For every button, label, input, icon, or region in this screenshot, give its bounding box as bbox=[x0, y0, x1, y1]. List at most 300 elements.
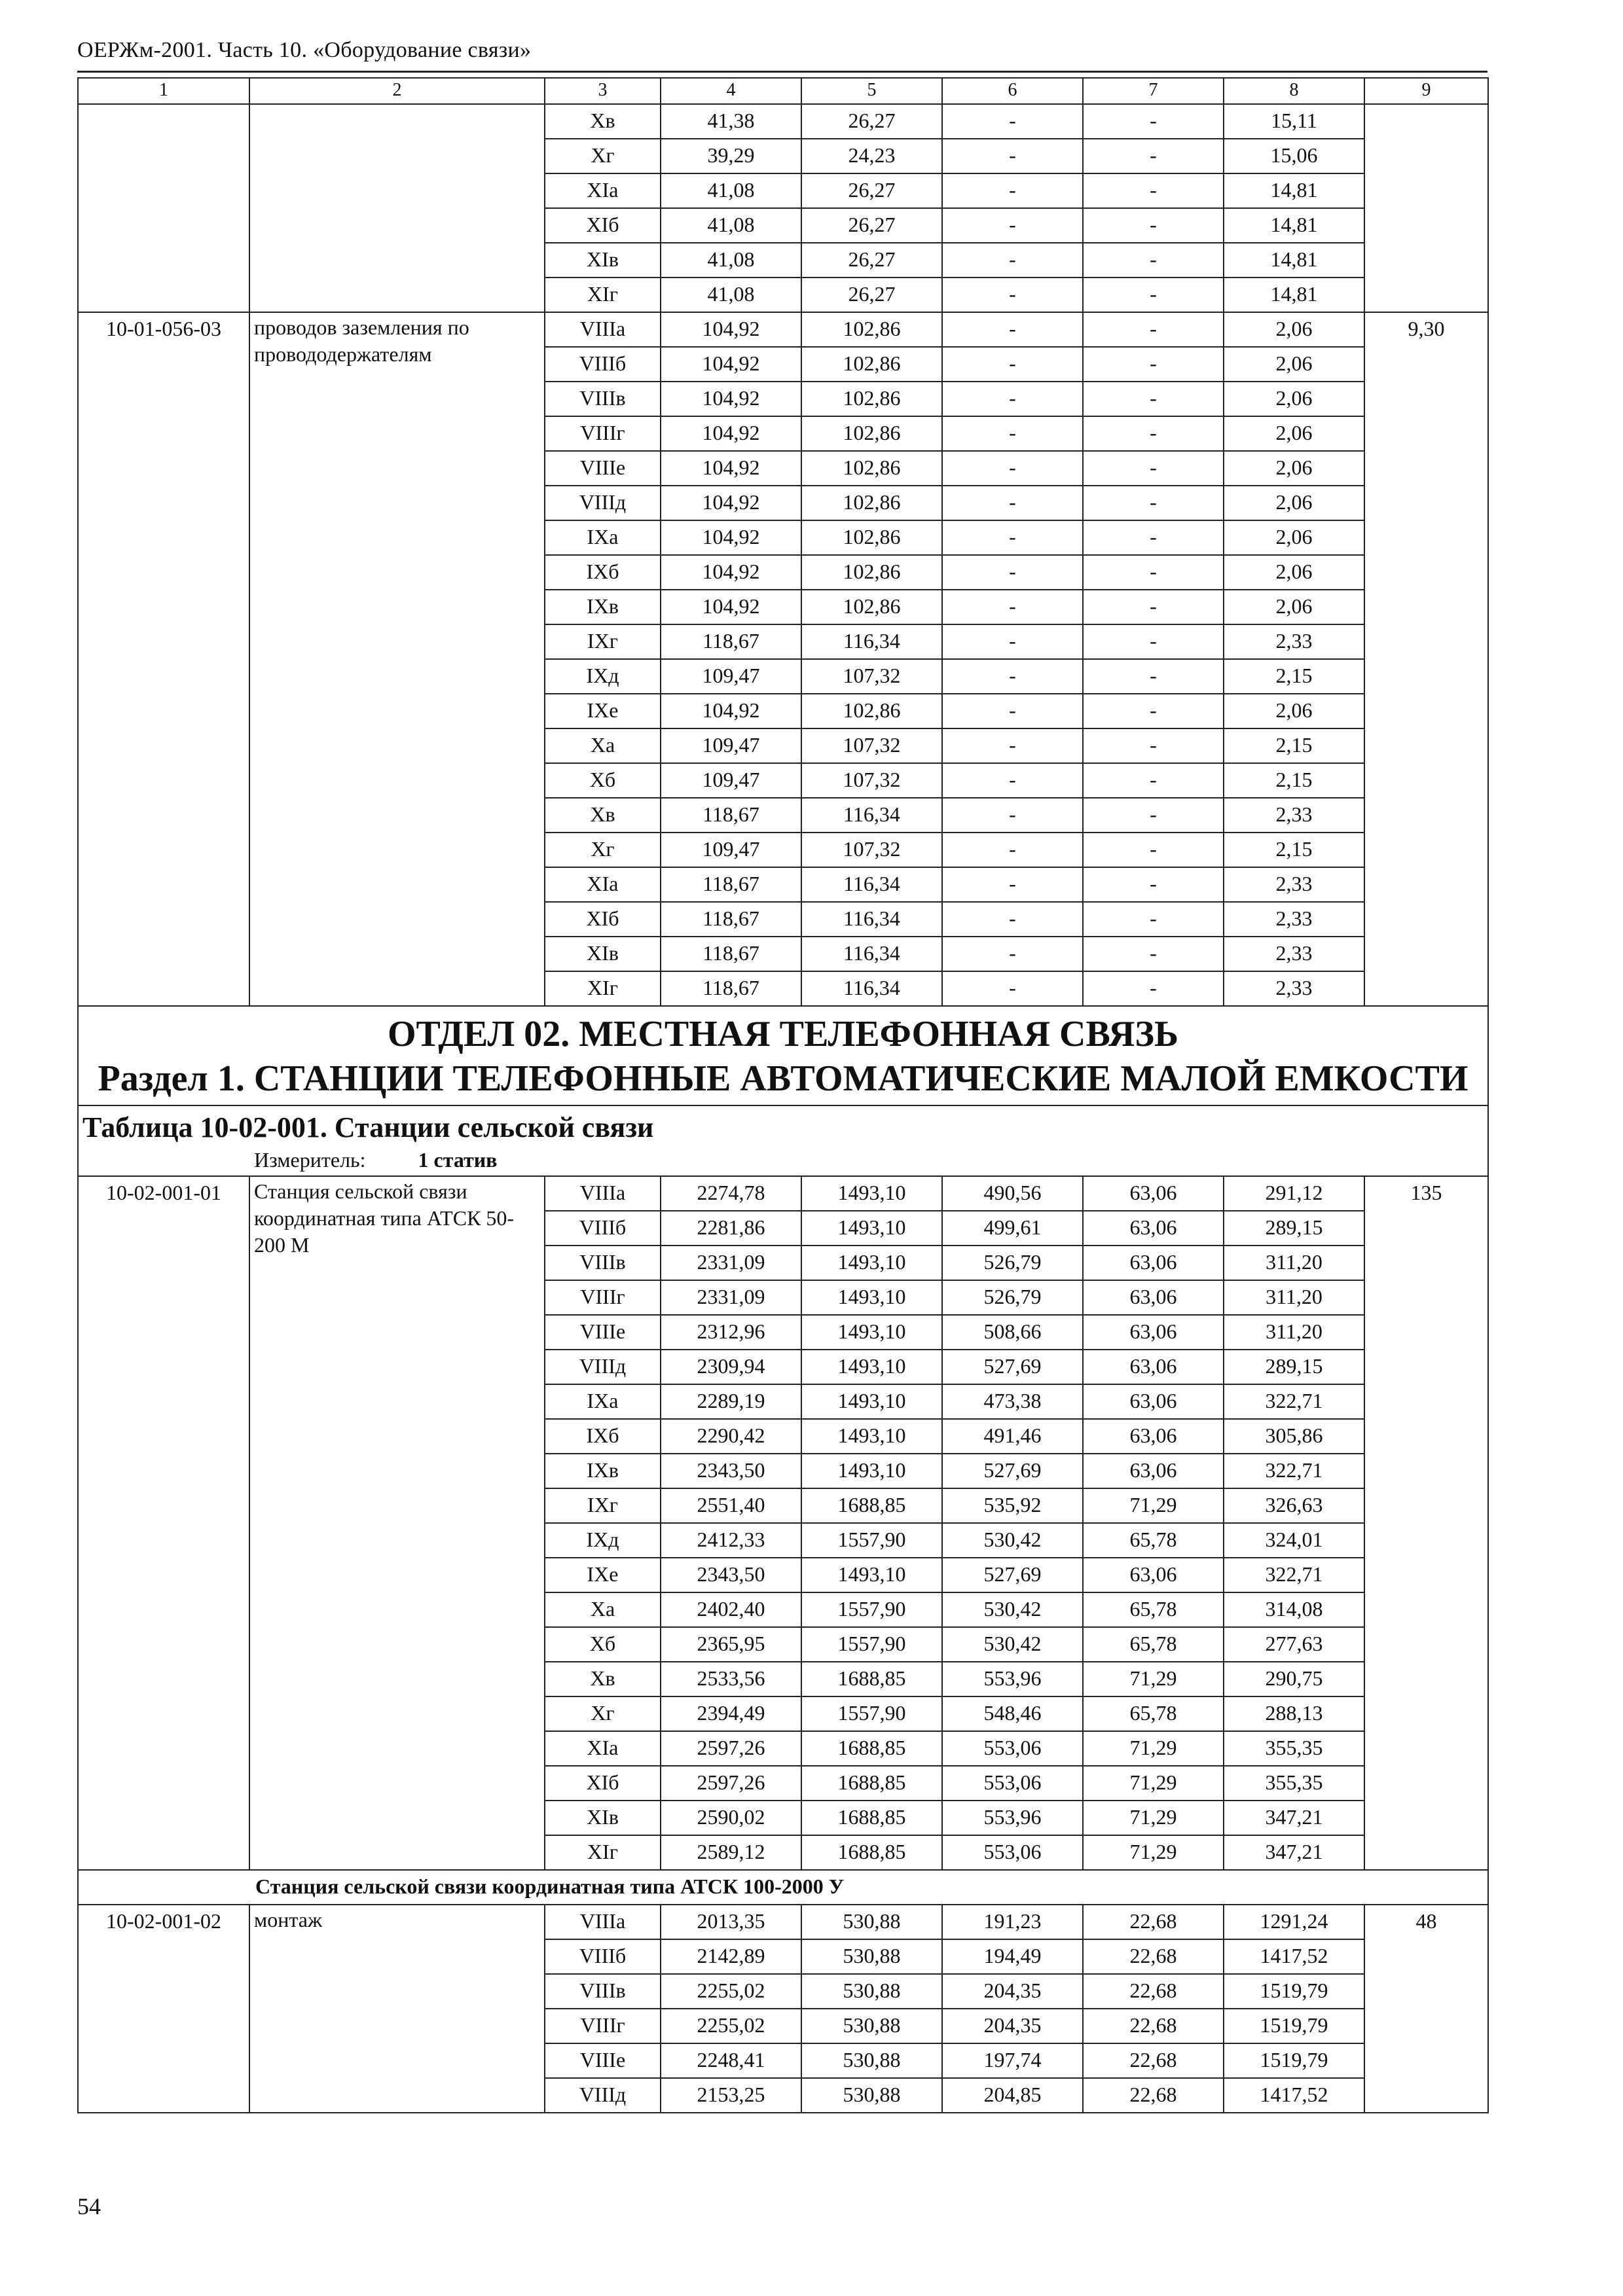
zone-cell: ХIв bbox=[545, 1801, 661, 1835]
value-cell: 107,32 bbox=[801, 659, 942, 694]
zone-cell: VIIIе bbox=[545, 1315, 661, 1350]
value-cell: 305,86 bbox=[1224, 1419, 1364, 1454]
value-cell: - bbox=[942, 520, 1083, 555]
value-cell: 65,78 bbox=[1083, 1592, 1224, 1627]
value-cell: 2533,56 bbox=[661, 1662, 801, 1696]
column-numbers-row bbox=[78, 78, 1488, 104]
value-cell: - bbox=[1083, 833, 1224, 867]
value-cell: 2,33 bbox=[1224, 971, 1364, 1006]
value-cell: 2,06 bbox=[1224, 312, 1364, 347]
zone-cell: ХIг bbox=[545, 1835, 661, 1870]
value-cell: 22,68 bbox=[1083, 1974, 1224, 2009]
value-cell: 26,27 bbox=[801, 243, 942, 278]
value-cell: 107,32 bbox=[801, 833, 942, 867]
value-cell: 2,06 bbox=[1224, 382, 1364, 416]
value-cell: 107,32 bbox=[801, 728, 942, 763]
value-cell: 118,67 bbox=[661, 937, 801, 971]
value-cell: 2142,89 bbox=[661, 1939, 801, 1974]
value-cell: 1417,52 bbox=[1224, 2078, 1364, 2113]
value-cell: 2,33 bbox=[1224, 937, 1364, 971]
value-cell: 311,20 bbox=[1224, 1315, 1364, 1350]
zone-cell: ХIг bbox=[545, 278, 661, 312]
value-cell: 2590,02 bbox=[661, 1801, 801, 1835]
value-cell: 2331,09 bbox=[661, 1280, 801, 1315]
value-cell: 2,06 bbox=[1224, 347, 1364, 382]
value-cell: - bbox=[1083, 590, 1224, 624]
value-cell: 104,92 bbox=[661, 694, 801, 728]
rate-description: Станция сельской связи координатная типа АТСК 50-200 М bbox=[249, 1176, 545, 1870]
value-cell: 2,15 bbox=[1224, 833, 1364, 867]
value-cell: - bbox=[942, 590, 1083, 624]
value-cell: - bbox=[1083, 104, 1224, 139]
value-cell: 1688,85 bbox=[801, 1488, 942, 1523]
value-cell: - bbox=[1083, 312, 1224, 347]
value-cell: 289,15 bbox=[1224, 1350, 1364, 1384]
table-row bbox=[78, 1176, 1488, 1211]
value-cell: 41,38 bbox=[661, 104, 801, 139]
section-title-line2: Раздел 1. СТАНЦИИ ТЕЛЕФОННЫЕ АВТОМАТИЧЕСКИЕ МАЛОЙ ЕМКОСТИ bbox=[98, 1058, 1468, 1099]
value-cell: - bbox=[942, 728, 1083, 763]
value-cell: 2,06 bbox=[1224, 694, 1364, 728]
value-cell: 104,92 bbox=[661, 451, 801, 486]
zone-cell: VIIIа bbox=[545, 312, 661, 347]
value-cell: 530,42 bbox=[942, 1592, 1083, 1627]
zone-cell: VIIIд bbox=[545, 1350, 661, 1384]
value-cell: 288,13 bbox=[1224, 1696, 1364, 1731]
value-cell: 289,15 bbox=[1224, 1211, 1364, 1246]
value-cell: 2153,25 bbox=[661, 2078, 801, 2113]
value-cell: 41,08 bbox=[661, 278, 801, 312]
value-cell: 1493,10 bbox=[801, 1315, 942, 1350]
value-cell: 1688,85 bbox=[801, 1662, 942, 1696]
value-cell: 1519,79 bbox=[1224, 2043, 1364, 2078]
value-cell: 553,06 bbox=[942, 1766, 1083, 1801]
value-cell: 1557,90 bbox=[801, 1696, 942, 1731]
table-title-row bbox=[78, 1105, 1488, 1176]
value-cell: 553,96 bbox=[942, 1662, 1083, 1696]
value-cell: 65,78 bbox=[1083, 1696, 1224, 1731]
rate-description bbox=[249, 104, 545, 312]
value-cell: 63,06 bbox=[1083, 1176, 1224, 1211]
zone-cell: VIIIа bbox=[545, 1176, 661, 1211]
zone-cell: Хг bbox=[545, 1696, 661, 1731]
value-cell: 2412,33 bbox=[661, 1523, 801, 1558]
zone-cell: VIIIб bbox=[545, 1211, 661, 1246]
table-row bbox=[78, 104, 1488, 139]
value-cell: - bbox=[1083, 243, 1224, 278]
rate-description: проводов заземления по провододержателям bbox=[249, 312, 545, 1006]
zone-cell: VIIIа bbox=[545, 1905, 661, 1939]
value-cell: 118,67 bbox=[661, 798, 801, 833]
value-cell: - bbox=[942, 451, 1083, 486]
column-number: 1 bbox=[78, 78, 249, 104]
value-cell: - bbox=[1083, 624, 1224, 659]
value-cell: 104,92 bbox=[661, 486, 801, 520]
value-cell: 71,29 bbox=[1083, 1801, 1224, 1835]
value-cell: 2,33 bbox=[1224, 624, 1364, 659]
value-cell: 107,32 bbox=[801, 763, 942, 798]
zone-cell: VIIIе bbox=[545, 451, 661, 486]
zone-cell: Хв bbox=[545, 104, 661, 139]
value-cell: 26,27 bbox=[801, 278, 942, 312]
value-cell: 71,29 bbox=[1083, 1662, 1224, 1696]
value-cell: - bbox=[942, 937, 1083, 971]
value-cell: - bbox=[942, 139, 1083, 173]
value-cell: 1291,24 bbox=[1224, 1905, 1364, 1939]
zone-cell: IХб bbox=[545, 555, 661, 590]
value-cell: - bbox=[1083, 451, 1224, 486]
value-cell: 1493,10 bbox=[801, 1211, 942, 1246]
value-cell: 1557,90 bbox=[801, 1523, 942, 1558]
value-cell: 530,42 bbox=[942, 1523, 1083, 1558]
value-cell: 118,67 bbox=[661, 624, 801, 659]
value-cell: 118,67 bbox=[661, 902, 801, 937]
value-cell: 2013,35 bbox=[661, 1905, 801, 1939]
value-cell: 118,67 bbox=[661, 971, 801, 1006]
value-cell: 548,46 bbox=[942, 1696, 1083, 1731]
zone-cell: VIIIб bbox=[545, 347, 661, 382]
meter-label: Измеритель: bbox=[254, 1148, 366, 1172]
value-cell: 197,74 bbox=[942, 2043, 1083, 2078]
zone-cell: IХд bbox=[545, 659, 661, 694]
value-cell: 14,81 bbox=[1224, 278, 1364, 312]
meter-value: 1 статив bbox=[418, 1148, 498, 1172]
value-cell: 2,33 bbox=[1224, 902, 1364, 937]
value-cell: - bbox=[1083, 208, 1224, 243]
zone-cell: VIIIд bbox=[545, 2078, 661, 2113]
value-cell: 2255,02 bbox=[661, 1974, 801, 2009]
value-cell: 290,75 bbox=[1224, 1662, 1364, 1696]
value-cell: 116,34 bbox=[801, 867, 942, 902]
value-cell: 15,11 bbox=[1224, 104, 1364, 139]
zone-cell: Хв bbox=[545, 1662, 661, 1696]
value-cell: 553,06 bbox=[942, 1835, 1083, 1870]
value-cell: 2331,09 bbox=[661, 1246, 801, 1280]
value-cell: - bbox=[942, 971, 1083, 1006]
value-cell: 530,88 bbox=[801, 1974, 942, 2009]
zone-cell: VIIIг bbox=[545, 416, 661, 451]
value-cell: 116,34 bbox=[801, 971, 942, 1006]
zone-cell: Хв bbox=[545, 798, 661, 833]
value-cell: 473,38 bbox=[942, 1384, 1083, 1419]
value-cell: 102,86 bbox=[801, 590, 942, 624]
value-cell: 204,35 bbox=[942, 2009, 1083, 2043]
value-cell: 104,92 bbox=[661, 416, 801, 451]
value-cell: 2,15 bbox=[1224, 659, 1364, 694]
zone-cell: ХIв bbox=[545, 243, 661, 278]
value-cell: 15,06 bbox=[1224, 139, 1364, 173]
value-cell: 2589,12 bbox=[661, 1835, 801, 1870]
rate-extra-value: 9,30 bbox=[1364, 312, 1488, 1006]
value-cell: 508,66 bbox=[942, 1315, 1083, 1350]
value-cell: 530,88 bbox=[801, 1939, 942, 1974]
zone-cell: IХа bbox=[545, 520, 661, 555]
value-cell: 71,29 bbox=[1083, 1835, 1224, 1870]
value-cell: 527,69 bbox=[942, 1350, 1083, 1384]
value-cell: - bbox=[1083, 278, 1224, 312]
value-cell: 41,08 bbox=[661, 243, 801, 278]
value-cell: - bbox=[942, 382, 1083, 416]
value-cell: 1557,90 bbox=[801, 1592, 942, 1627]
value-cell: 22,68 bbox=[1083, 2078, 1224, 2113]
meter-line bbox=[82, 1147, 1484, 1175]
rates-table bbox=[77, 77, 1489, 2113]
value-cell: 553,96 bbox=[942, 1801, 1083, 1835]
value-cell: 191,23 bbox=[942, 1905, 1083, 1939]
value-cell: - bbox=[1083, 416, 1224, 451]
value-cell: 63,06 bbox=[1083, 1384, 1224, 1419]
value-cell: 2,06 bbox=[1224, 416, 1364, 451]
value-cell: - bbox=[942, 555, 1083, 590]
value-cell: - bbox=[942, 278, 1083, 312]
zone-cell: VIIIб bbox=[545, 1939, 661, 1974]
value-cell: 26,27 bbox=[801, 104, 942, 139]
zone-cell: IХе bbox=[545, 1558, 661, 1592]
value-cell: 526,79 bbox=[942, 1280, 1083, 1315]
column-number: 7 bbox=[1083, 78, 1224, 104]
value-cell: 14,81 bbox=[1224, 173, 1364, 208]
value-cell: - bbox=[1083, 763, 1224, 798]
value-cell: 22,68 bbox=[1083, 2043, 1224, 2078]
value-cell: 71,29 bbox=[1083, 1488, 1224, 1523]
zone-cell: Ха bbox=[545, 1592, 661, 1627]
zone-cell: IХв bbox=[545, 590, 661, 624]
value-cell: 1493,10 bbox=[801, 1454, 942, 1488]
value-cell: 104,92 bbox=[661, 520, 801, 555]
value-cell: 63,06 bbox=[1083, 1419, 1224, 1454]
value-cell: 2,06 bbox=[1224, 451, 1364, 486]
zone-cell: VIIIе bbox=[545, 2043, 661, 2078]
zone-cell: Хб bbox=[545, 1627, 661, 1662]
column-number: 2 bbox=[249, 78, 545, 104]
value-cell: 109,47 bbox=[661, 763, 801, 798]
zone-cell: VIIIв bbox=[545, 1974, 661, 2009]
value-cell: 1417,52 bbox=[1224, 1939, 1364, 1974]
value-cell: 2255,02 bbox=[661, 2009, 801, 2043]
value-cell: 491,46 bbox=[942, 1419, 1083, 1454]
value-cell: 530,88 bbox=[801, 2043, 942, 2078]
subheading: Станция сельской связи координатная типа АТСК 100-2000 У bbox=[78, 1870, 1488, 1905]
value-cell: - bbox=[942, 486, 1083, 520]
value-cell: 326,63 bbox=[1224, 1488, 1364, 1523]
rates-table-body bbox=[78, 78, 1488, 2113]
value-cell: 355,35 bbox=[1224, 1766, 1364, 1801]
subheading-row bbox=[78, 1870, 1488, 1905]
value-cell: 104,92 bbox=[661, 555, 801, 590]
value-cell: 24,23 bbox=[801, 139, 942, 173]
value-cell: 2,06 bbox=[1224, 486, 1364, 520]
value-cell: 204,85 bbox=[942, 2078, 1083, 2113]
value-cell: 102,86 bbox=[801, 520, 942, 555]
value-cell: 530,88 bbox=[801, 1905, 942, 1939]
zone-cell: IХг bbox=[545, 1488, 661, 1523]
value-cell: 1493,10 bbox=[801, 1384, 942, 1419]
rate-extra-value bbox=[1364, 104, 1488, 312]
value-cell: 311,20 bbox=[1224, 1280, 1364, 1315]
value-cell: 347,21 bbox=[1224, 1835, 1364, 1870]
value-cell: 2402,40 bbox=[661, 1592, 801, 1627]
rate-code: 10-01-056-03 bbox=[78, 312, 249, 1006]
zone-cell: VIIIг bbox=[545, 1280, 661, 1315]
page-number: 54 bbox=[77, 2193, 101, 2219]
value-cell: - bbox=[942, 763, 1083, 798]
value-cell: 109,47 bbox=[661, 659, 801, 694]
column-number: 3 bbox=[545, 78, 661, 104]
value-cell: 2,06 bbox=[1224, 590, 1364, 624]
value-cell: 63,06 bbox=[1083, 1315, 1224, 1350]
value-cell: - bbox=[1083, 555, 1224, 590]
value-cell: 1493,10 bbox=[801, 1558, 942, 1592]
value-cell: 2394,49 bbox=[661, 1696, 801, 1731]
value-cell: 104,92 bbox=[661, 347, 801, 382]
value-cell: 41,08 bbox=[661, 208, 801, 243]
zone-cell: IХе bbox=[545, 694, 661, 728]
value-cell: 14,81 bbox=[1224, 208, 1364, 243]
zone-cell: Хб bbox=[545, 763, 661, 798]
value-cell: 2,06 bbox=[1224, 555, 1364, 590]
zone-cell: Хг bbox=[545, 833, 661, 867]
value-cell: - bbox=[1083, 347, 1224, 382]
value-cell: 1688,85 bbox=[801, 1731, 942, 1766]
value-cell: 116,34 bbox=[801, 937, 942, 971]
value-cell: 2343,50 bbox=[661, 1558, 801, 1592]
value-cell: 63,06 bbox=[1083, 1454, 1224, 1488]
value-cell: 116,34 bbox=[801, 902, 942, 937]
table-title: Таблица 10-02-001. Станции сельской связи bbox=[82, 1111, 654, 1143]
value-cell: 324,01 bbox=[1224, 1523, 1364, 1558]
rate-code: 10-02-001-02 bbox=[78, 1905, 249, 2113]
value-cell: - bbox=[1083, 902, 1224, 937]
value-cell: 102,86 bbox=[801, 555, 942, 590]
column-number: 9 bbox=[1364, 78, 1488, 104]
value-cell: 530,88 bbox=[801, 2009, 942, 2043]
value-cell: - bbox=[942, 798, 1083, 833]
value-cell: 2312,96 bbox=[661, 1315, 801, 1350]
value-cell: 39,29 bbox=[661, 139, 801, 173]
zone-cell: ХIв bbox=[545, 937, 661, 971]
value-cell: 1493,10 bbox=[801, 1350, 942, 1384]
value-cell: 490,56 bbox=[942, 1176, 1083, 1211]
value-cell: 102,86 bbox=[801, 416, 942, 451]
value-cell: - bbox=[942, 173, 1083, 208]
value-cell: 63,06 bbox=[1083, 1211, 1224, 1246]
value-cell: 2281,86 bbox=[661, 1211, 801, 1246]
value-cell: - bbox=[942, 659, 1083, 694]
value-cell: 26,27 bbox=[801, 208, 942, 243]
value-cell: 2,06 bbox=[1224, 520, 1364, 555]
value-cell: 71,29 bbox=[1083, 1731, 1224, 1766]
value-cell: 63,06 bbox=[1083, 1558, 1224, 1592]
value-cell: 118,67 bbox=[661, 867, 801, 902]
value-cell: 2248,41 bbox=[661, 2043, 801, 2078]
value-cell: 65,78 bbox=[1083, 1627, 1224, 1662]
header-rule bbox=[77, 71, 1487, 73]
value-cell: 1557,90 bbox=[801, 1627, 942, 1662]
value-cell: 41,08 bbox=[661, 173, 801, 208]
zone-cell: IХв bbox=[545, 1454, 661, 1488]
column-number: 8 bbox=[1224, 78, 1364, 104]
value-cell: 26,27 bbox=[801, 173, 942, 208]
value-cell: 322,71 bbox=[1224, 1384, 1364, 1419]
zone-cell: ХIб bbox=[545, 1766, 661, 1801]
value-cell: 1688,85 bbox=[801, 1801, 942, 1835]
value-cell: 104,92 bbox=[661, 382, 801, 416]
value-cell: 1519,79 bbox=[1224, 1974, 1364, 2009]
column-number: 6 bbox=[942, 78, 1083, 104]
value-cell: 2289,19 bbox=[661, 1384, 801, 1419]
value-cell: 102,86 bbox=[801, 382, 942, 416]
value-cell: 2551,40 bbox=[661, 1488, 801, 1523]
value-cell: 194,49 bbox=[942, 1939, 1083, 1974]
value-cell: 322,71 bbox=[1224, 1454, 1364, 1488]
table-title-block bbox=[78, 1105, 1488, 1176]
value-cell: 22,68 bbox=[1083, 1939, 1224, 1974]
value-cell: 355,35 bbox=[1224, 1731, 1364, 1766]
value-cell: 2597,26 bbox=[661, 1766, 801, 1801]
value-cell: 63,06 bbox=[1083, 1280, 1224, 1315]
value-cell: 1688,85 bbox=[801, 1835, 942, 1870]
table-row bbox=[78, 312, 1488, 347]
value-cell: 291,12 bbox=[1224, 1176, 1364, 1211]
value-cell: 2290,42 bbox=[661, 1419, 801, 1454]
zone-cell: ХIа bbox=[545, 173, 661, 208]
value-cell: 314,08 bbox=[1224, 1592, 1364, 1627]
value-cell: 1493,10 bbox=[801, 1280, 942, 1315]
value-cell: 1688,85 bbox=[801, 1766, 942, 1801]
value-cell: 63,06 bbox=[1083, 1350, 1224, 1384]
value-cell: 204,35 bbox=[942, 1974, 1083, 2009]
value-cell: 116,34 bbox=[801, 798, 942, 833]
value-cell: - bbox=[942, 694, 1083, 728]
page-header: ОЕРЖм-2001. Часть 10. «Оборудование связи» bbox=[77, 38, 532, 62]
value-cell: 1493,10 bbox=[801, 1246, 942, 1280]
value-cell: - bbox=[1083, 173, 1224, 208]
value-cell: 1493,10 bbox=[801, 1419, 942, 1454]
value-cell: 535,92 bbox=[942, 1488, 1083, 1523]
zone-cell: VIIIв bbox=[545, 382, 661, 416]
zone-cell: IХд bbox=[545, 1523, 661, 1558]
value-cell: 14,81 bbox=[1224, 243, 1364, 278]
zone-cell: VIIIв bbox=[545, 1246, 661, 1280]
rate-code: 10-02-001-01 bbox=[78, 1176, 249, 1870]
rate-code bbox=[78, 104, 249, 312]
value-cell: - bbox=[1083, 486, 1224, 520]
table-row bbox=[78, 1905, 1488, 1939]
value-cell: 102,86 bbox=[801, 312, 942, 347]
zone-cell: IХг bbox=[545, 624, 661, 659]
value-cell: 104,92 bbox=[661, 312, 801, 347]
value-cell: 277,63 bbox=[1224, 1627, 1364, 1662]
value-cell: - bbox=[1083, 937, 1224, 971]
zone-cell: ХIб bbox=[545, 902, 661, 937]
value-cell: 22,68 bbox=[1083, 2009, 1224, 2043]
value-cell: 104,92 bbox=[661, 590, 801, 624]
value-cell: 526,79 bbox=[942, 1246, 1083, 1280]
value-cell: 22,68 bbox=[1083, 1905, 1224, 1939]
value-cell: 109,47 bbox=[661, 728, 801, 763]
value-cell: 527,69 bbox=[942, 1454, 1083, 1488]
value-cell: - bbox=[942, 416, 1083, 451]
zone-cell: ХIб bbox=[545, 208, 661, 243]
value-cell: - bbox=[1083, 694, 1224, 728]
value-cell: - bbox=[1083, 728, 1224, 763]
zone-cell: ХIа bbox=[545, 1731, 661, 1766]
zone-cell: Хг bbox=[545, 139, 661, 173]
column-number: 5 bbox=[801, 78, 942, 104]
value-cell: - bbox=[1083, 139, 1224, 173]
value-cell: 2343,50 bbox=[661, 1454, 801, 1488]
value-cell: 109,47 bbox=[661, 833, 801, 867]
